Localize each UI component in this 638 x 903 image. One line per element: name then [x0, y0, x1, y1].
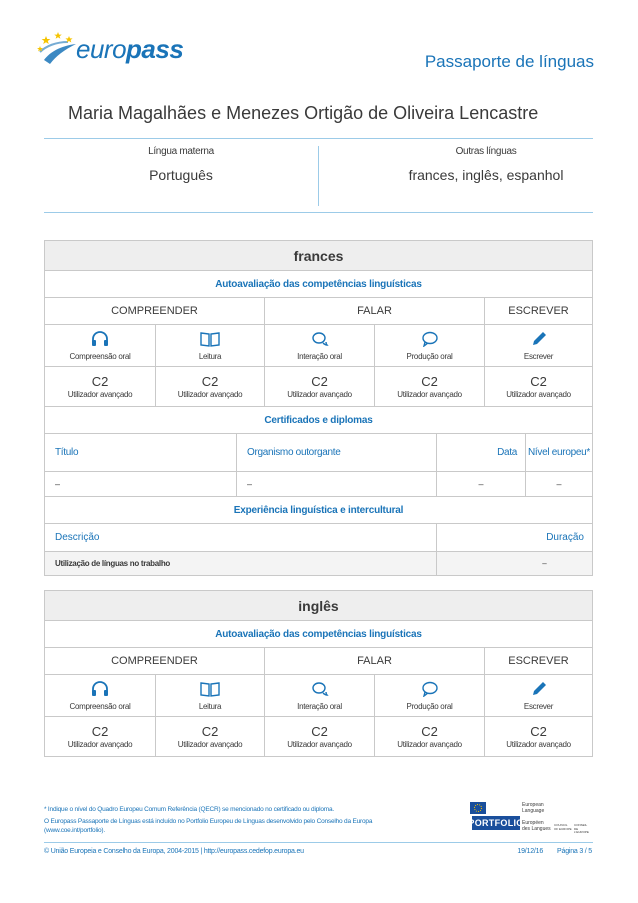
level-spoken-interaction: C2 Utilizador avançado	[264, 717, 374, 756]
level-reading: C2 Utilizador avançado	[155, 717, 264, 756]
headphones-icon	[91, 681, 109, 697]
level-listening: C2 Utilizador avançado	[67, 724, 133, 749]
speech-bubbles-icon	[311, 681, 329, 697]
copyright: © União Europeia e Conselho da Europa, 2004-2015 | http://europass.cedefop.europa.eu	[44, 848, 304, 855]
speech-bubble-icon	[421, 681, 439, 697]
other-languages-block	[319, 146, 593, 208]
level-spoken-production: C2 Utilizador avançado	[374, 367, 484, 406]
cert-header-title: Título	[55, 447, 79, 458]
certificates-heading: Certificados e diplomas	[264, 414, 373, 426]
experience-heading: Experiência linguística e intercultural	[233, 504, 404, 516]
language-section-ingles	[44, 590, 593, 757]
portfolio-fr: Européen des Langues	[522, 820, 551, 832]
self-assessment-heading: Autoavaliação das competências linguísticas	[215, 278, 422, 290]
language-section-frances	[44, 240, 593, 576]
pen-icon	[530, 681, 548, 697]
page-info	[517, 848, 592, 855]
skill-spoken-production: Produção oral	[374, 325, 484, 366]
table-row	[45, 471, 592, 496]
section-title: inglês	[298, 597, 339, 614]
exp-header-duration: Duração	[436, 524, 592, 551]
divider-rule	[44, 138, 593, 139]
europass-logo	[36, 30, 196, 80]
speech-bubbles-icon	[311, 331, 329, 347]
portfolio-word: PORTFOLIO	[468, 818, 524, 828]
level-spoken-production: C2 Utilizador avançado	[374, 717, 484, 756]
skill-writing: Escrever	[484, 675, 592, 716]
category-speaking: FALAR	[264, 298, 484, 324]
council-of-europe-flag-icon	[470, 802, 486, 814]
portfolio-en: European Language	[522, 802, 545, 814]
level-spoken-interaction: C2 Utilizador avançado	[264, 367, 374, 406]
footer-date: 19/12/16	[517, 848, 544, 855]
divider-rule	[44, 212, 593, 213]
headphones-icon	[91, 331, 109, 347]
cert-date: –	[436, 472, 525, 496]
portfolio-logo	[470, 800, 592, 836]
footnote	[44, 805, 424, 835]
pen-icon	[530, 331, 548, 347]
cert-title: –	[55, 479, 61, 489]
mother-tongue-value: Português	[149, 167, 213, 183]
skill-spoken-production: Produção oral	[374, 675, 484, 716]
person-name: Maria Magalhães e Menezes Ortigão de Oliveira Lencastre	[68, 103, 539, 123]
self-assessment-heading: Autoavaliação das competências linguísticas	[215, 628, 422, 640]
skill-reading: Leitura	[155, 325, 264, 366]
page-number: Página 3 / 5	[557, 848, 592, 855]
skill-spoken-interaction: Interação oral	[264, 675, 374, 716]
footer-rule	[44, 842, 593, 843]
other-languages-label: Outras línguas	[455, 146, 517, 157]
exp-duration: –	[436, 552, 592, 575]
coe-fr: CONSEIL DE L'EUROPE	[574, 823, 589, 834]
book-icon	[200, 681, 220, 697]
skill-writing: Escrever	[484, 325, 592, 366]
category-writing: ESCREVER	[484, 298, 592, 324]
cert-level: –	[525, 472, 592, 496]
cert-header-org: Organismo outorgante	[236, 434, 436, 471]
category-understanding: COMPREENDER	[111, 655, 198, 667]
mother-tongue-block	[44, 146, 318, 208]
level-reading: C2 Utilizador avançado	[155, 367, 264, 406]
skill-listening: Compreensão oral	[45, 675, 155, 716]
category-writing: ESCREVER	[484, 648, 592, 674]
exp-description: Utilização de línguas no trabalho	[55, 559, 171, 568]
level-listening: C2 Utilizador avançado	[67, 374, 133, 399]
exp-header-description: Descrição	[55, 532, 100, 543]
cert-org: –	[236, 472, 436, 496]
cert-header-level: Nível europeu*	[525, 434, 592, 471]
level-writing: C2 Utilizador avançado	[484, 367, 592, 406]
cert-header-date: Data	[436, 434, 525, 471]
mother-tongue-label: Língua materna	[148, 146, 214, 157]
page-header	[0, 0, 638, 90]
europass-wordmark: europass	[76, 34, 184, 64]
other-languages-value: frances, inglês, espanhol	[408, 167, 564, 183]
footnote-qecr: * Indique o nível do Quadro Europeu Comum Referência (QECR) se mencionado no certificado ou diploma.	[44, 806, 335, 813]
skill-listening: Compreensão oral	[45, 325, 155, 366]
coe-en: COUNCIL OF EUROPE	[554, 823, 572, 831]
category-speaking: FALAR	[264, 648, 484, 674]
speech-bubble-icon	[421, 331, 439, 347]
category-understanding: COMPREENDER	[111, 305, 198, 317]
level-writing: C2 Utilizador avançado	[484, 717, 592, 756]
book-icon	[200, 331, 220, 347]
table-row	[45, 551, 592, 575]
footnote-portfolio: O Europass Passaporte de Línguas está incluído no Portfolio Europeu de Línguas desenvolvido pelo Conselho da Europa (www.coe.int/portfolio).	[44, 818, 373, 834]
skill-reading: Leitura	[155, 675, 264, 716]
skill-spoken-interaction: Interação oral	[264, 325, 374, 366]
section-title: frances	[293, 247, 344, 264]
document-title: Passaporte de línguas	[424, 52, 594, 71]
